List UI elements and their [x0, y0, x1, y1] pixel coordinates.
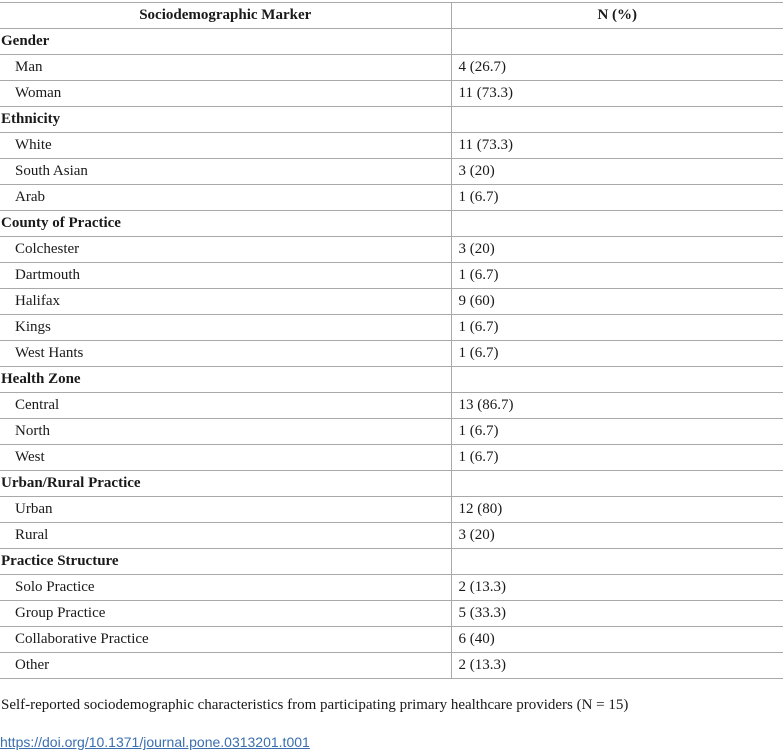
row-label: Arab — [0, 185, 451, 211]
group-label: Ethnicity — [0, 107, 451, 133]
row-value: 1 (6.7) — [451, 419, 783, 445]
group-value-empty — [451, 549, 783, 575]
row-value: 1 (6.7) — [451, 185, 783, 211]
table-row — [0, 237, 783, 263]
group-value-empty — [451, 107, 783, 133]
row-value: 1 (6.7) — [451, 341, 783, 367]
table-group-row — [0, 211, 783, 237]
row-label: West Hants — [0, 341, 451, 367]
table-row — [0, 341, 783, 367]
row-value: 3 (20) — [451, 523, 783, 549]
row-value: 1 (6.7) — [451, 445, 783, 471]
row-label: Woman — [0, 81, 451, 107]
table-caption: Self-reported sociodemographic characteristics from participating primary healthcare providers (N = 15) — [1, 697, 629, 713]
sociodemographic-table — [0, 2, 783, 679]
group-label: Health Zone — [0, 367, 451, 393]
group-label: Urban/Rural Practice — [0, 471, 451, 497]
row-label: Group Practice — [0, 601, 451, 627]
row-label: Kings — [0, 315, 451, 341]
group-label: Practice Structure — [0, 549, 451, 575]
row-label: Other — [0, 653, 451, 679]
table-group-row — [0, 107, 783, 133]
group-value-empty — [451, 471, 783, 497]
table-row — [0, 575, 783, 601]
row-value: 11 (73.3) — [451, 81, 783, 107]
row-label: West — [0, 445, 451, 471]
row-label: Solo Practice — [0, 575, 451, 601]
table-group-row — [0, 367, 783, 393]
table-row — [0, 263, 783, 289]
row-label: White — [0, 133, 451, 159]
row-label: Rural — [0, 523, 451, 549]
row-label: Collaborative Practice — [0, 627, 451, 653]
table-row — [0, 185, 783, 211]
table-row — [0, 133, 783, 159]
row-value: 11 (73.3) — [451, 133, 783, 159]
row-label: Central — [0, 393, 451, 419]
table-row — [0, 159, 783, 185]
row-label: Man — [0, 55, 451, 81]
table-group-row — [0, 471, 783, 497]
row-label: Halifax — [0, 289, 451, 315]
row-value: 2 (13.3) — [451, 653, 783, 679]
row-label: Urban — [0, 497, 451, 523]
table-body — [0, 29, 783, 679]
group-value-empty — [451, 29, 783, 55]
table-row — [0, 601, 783, 627]
group-value-empty — [451, 367, 783, 393]
row-label: South Asian — [0, 159, 451, 185]
table-group-row — [0, 29, 783, 55]
row-label: Colchester — [0, 237, 451, 263]
doi-link[interactable]: https://doi.org/10.1371/journal.pone.0313201.t001 — [0, 734, 310, 750]
row-value: 5 (33.3) — [451, 601, 783, 627]
row-value: 1 (6.7) — [451, 315, 783, 341]
table-row — [0, 289, 783, 315]
row-value: 13 (86.7) — [451, 393, 783, 419]
table-row — [0, 419, 783, 445]
table-row — [0, 81, 783, 107]
table-row — [0, 315, 783, 341]
row-value: 12 (80) — [451, 497, 783, 523]
row-label: Dartmouth — [0, 263, 451, 289]
table-row — [0, 55, 783, 81]
row-value: 4 (26.7) — [451, 55, 783, 81]
table-row — [0, 445, 783, 471]
row-value: 2 (13.3) — [451, 575, 783, 601]
table-header-row — [0, 3, 783, 29]
row-value: 3 (20) — [451, 237, 783, 263]
header-sociodemographic-marker: Sociodemographic Marker — [0, 3, 451, 29]
row-value: 3 (20) — [451, 159, 783, 185]
row-value: 9 (60) — [451, 289, 783, 315]
group-label: Gender — [0, 29, 451, 55]
table-row — [0, 393, 783, 419]
header-n-percent: N (%) — [451, 3, 783, 29]
group-value-empty — [451, 211, 783, 237]
table-row — [0, 627, 783, 653]
row-label: North — [0, 419, 451, 445]
group-label: County of Practice — [0, 211, 451, 237]
table-row — [0, 523, 783, 549]
table-row — [0, 653, 783, 679]
table-group-row — [0, 549, 783, 575]
table-row — [0, 497, 783, 523]
row-value: 1 (6.7) — [451, 263, 783, 289]
row-value: 6 (40) — [451, 627, 783, 653]
